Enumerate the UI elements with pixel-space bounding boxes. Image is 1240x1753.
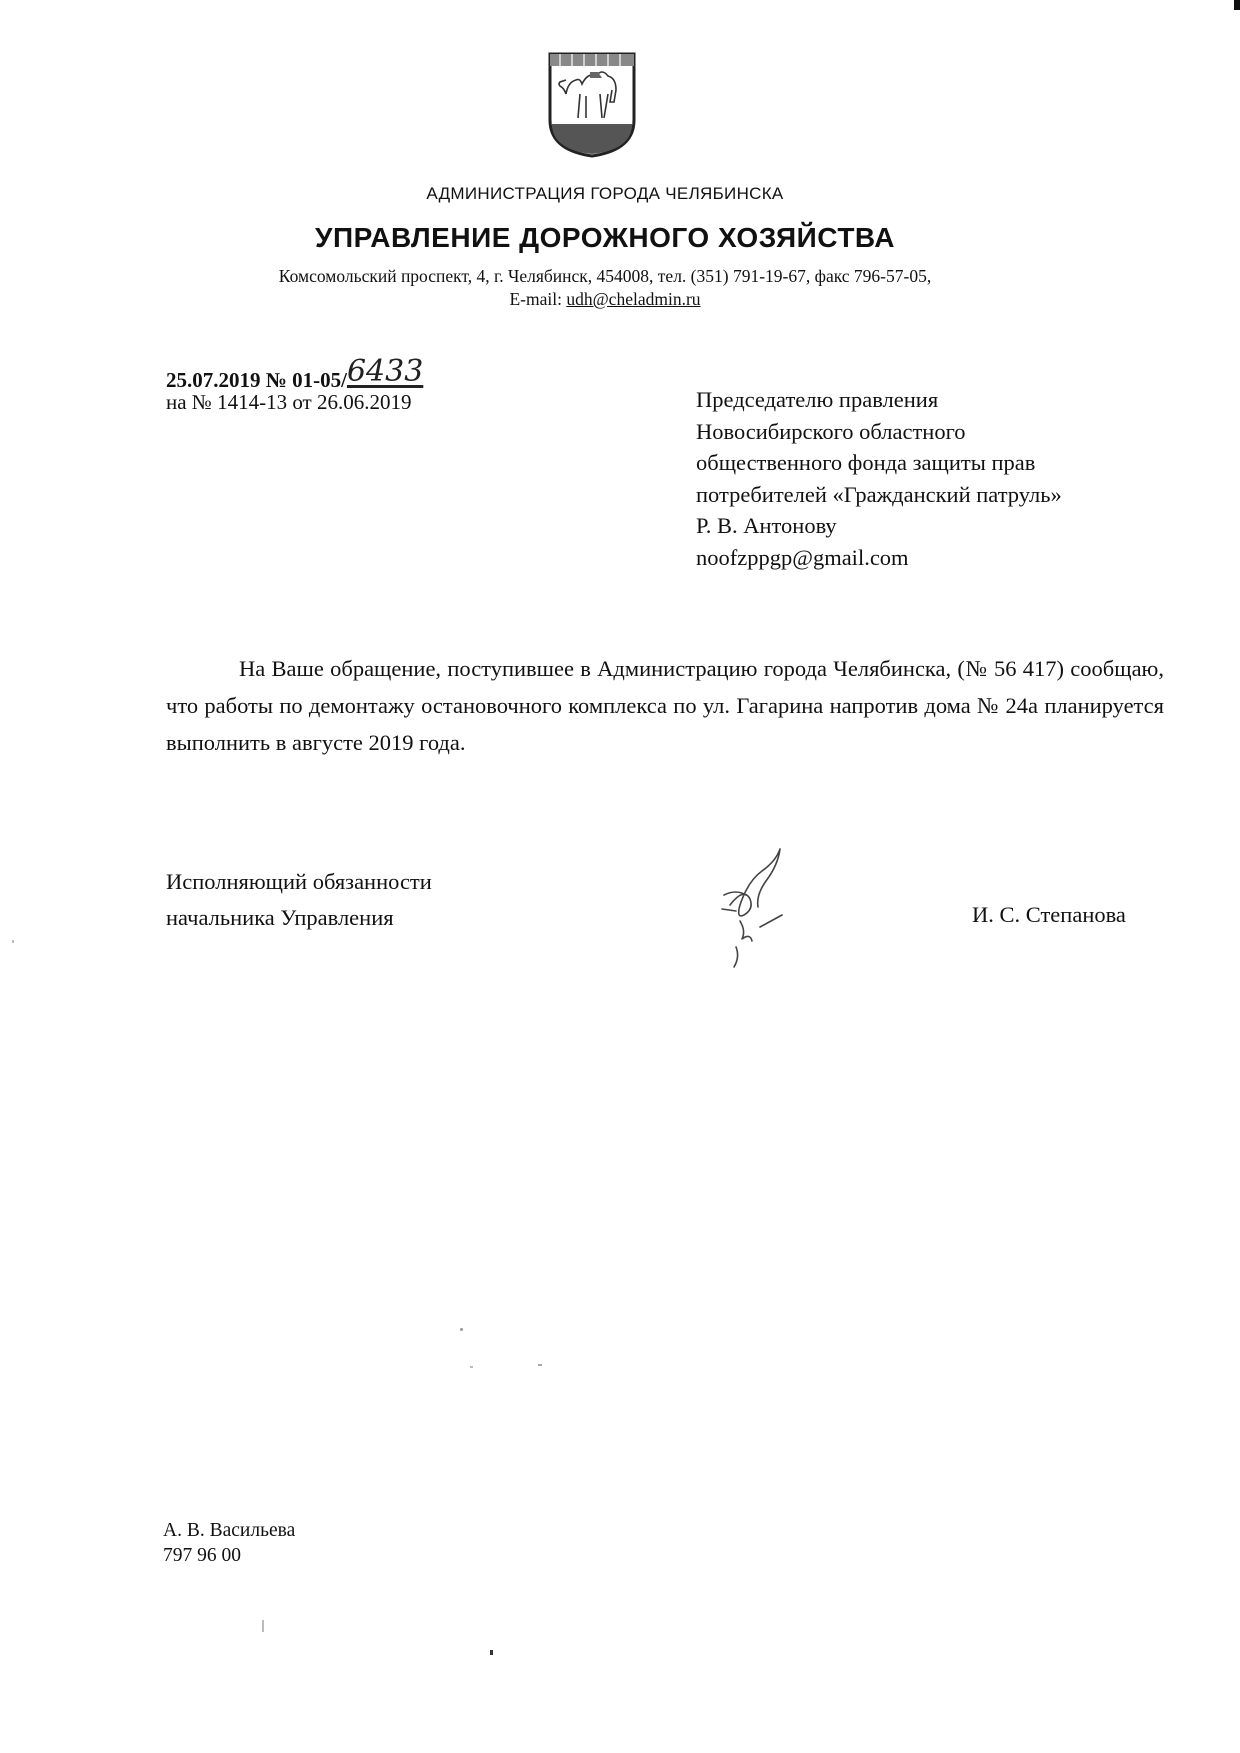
signatory-title-line: начальника Управления [166,905,394,930]
organization-address: Комсомольский проспект, 4, г. Челябинск, 454008, тел. (351) 791-19-67, факс 796-57-05, [278,266,932,286]
executor-name: А. В. Васильева [163,1520,296,1541]
email-label: E-mail: [509,289,567,309]
reply-reference: на № 1414-13 от 26.06.2019 [166,390,412,414]
organization-email-line [0,289,1210,310]
organization-name: УПРАВЛЕНИЕ ДОРОЖНОГО ХОЗЯЙСТВА [315,222,895,253]
scan-speck [470,1366,473,1368]
scan-speck [262,1620,264,1632]
recipient-email: noofzppgp@gmail.com [696,544,909,570]
organization-email-link[interactable]: udh@cheladmin.ru [566,289,701,309]
recipient-line: Новосибирского областного [696,418,966,444]
scan-speck [460,1328,463,1331]
letter-body-paragraph: На Ваше обращение, поступившее в Администрацию города Челябинска, (№ 56 417) сообщаю, что работы по демонтажу остановочного комплекса по ул. Гагарина напротив дома № 24а планируется выполнить в августе 2019 года. [166,656,1164,755]
parent-organization: АДМИНИСТРАЦИЯ ГОРОДА ЧЕЛЯБИНСКА [426,184,784,203]
scan-speck [538,1364,542,1366]
recipient-line: Председателю правления [696,387,939,412]
executor-block [163,1518,295,1568]
scan-speck [12,940,14,943]
scan-speck [490,1650,493,1655]
handwritten-reference-number: 6433 [346,354,424,389]
signatory-title [166,864,432,936]
reference-date-number: 25.07.2019 № 01-05/ [166,368,347,392]
handwritten-signature-icon [700,835,810,975]
recipient-name: Р. В. Антонову [696,513,837,538]
recipient-line: потребителей «Гражданский патруль» [696,481,1062,507]
recipient-line: общественного фонда защиты прав [696,450,1036,475]
signatory-name: И. С. Степанова [972,902,1126,927]
executor-phone: 797 96 00 [163,1545,241,1566]
coat-of-arms-icon [546,50,638,158]
signatory-title-line: Исполняющий обязанности [166,869,432,894]
scan-speck [1234,0,1240,10]
recipient-block [696,384,1062,573]
